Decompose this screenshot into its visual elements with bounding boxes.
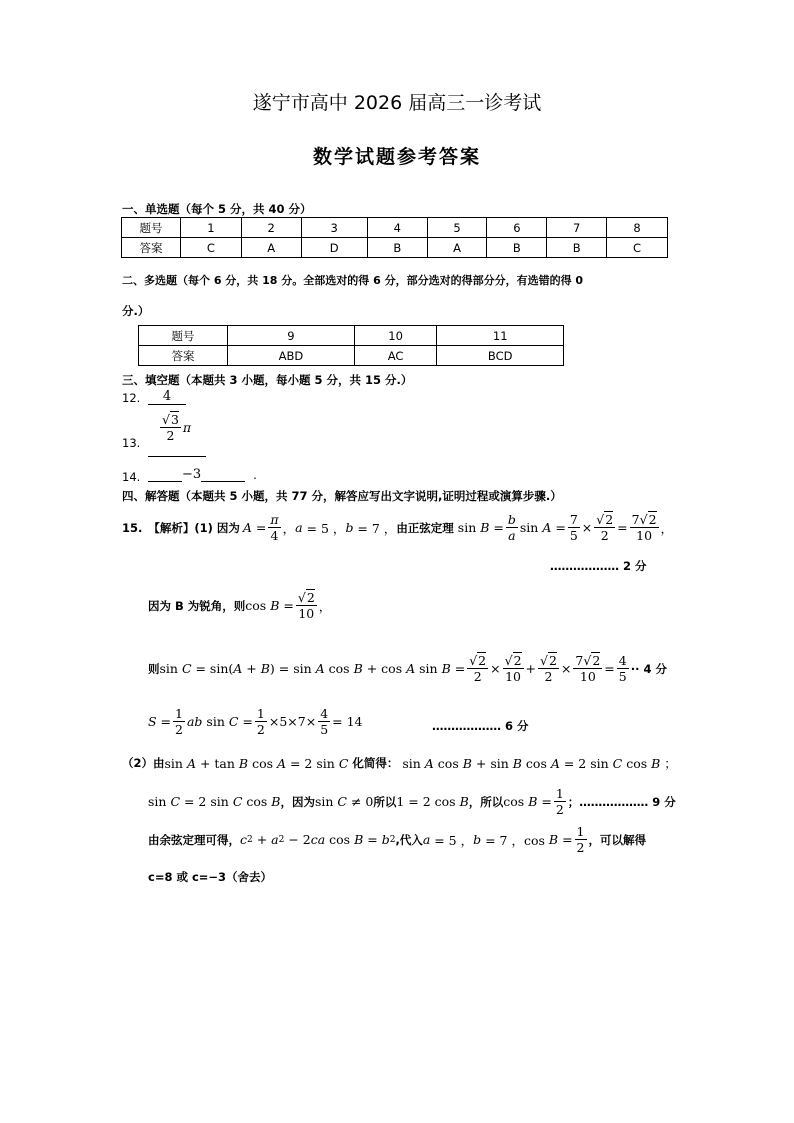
table-cell: 7 (547, 218, 607, 238)
section2-heading-cont: 分.） (122, 304, 150, 318)
table-cell: BCD (437, 346, 564, 366)
sqrt-icon: √ (162, 412, 170, 427)
table-cell: 9 (228, 326, 355, 346)
table-cell: A (427, 238, 487, 258)
q14-period: . (253, 468, 257, 482)
score-2: ……………… 2 分 (550, 559, 647, 573)
q15-law-of-sines: 由正弦定理 (396, 520, 454, 535)
table-row (122, 218, 668, 238)
part2-because-text: ，因为 (280, 794, 315, 809)
q13-label: 13. (122, 436, 141, 450)
q15-cosB-line: 因为 B 为锐角，则 cos B = $\frac{√2}{10}$ ， (148, 590, 332, 621)
q15-final-answer: c=8 或 c=−3（舍去） (148, 870, 273, 884)
q15-part2-line3: 由余弦定理可得， c 2 + a 2 − 2 ca cos B = b 2 ,代入 a = 5 ， b = 7 ，cos B = $\frac{1}{2}$ ，可以解得 (148, 824, 646, 855)
q15-acute-text: 因为 B 为锐角，则 (148, 598, 246, 613)
q14-answer (148, 466, 257, 482)
part2-so-text: 所以 (373, 794, 397, 809)
section2-heading: 二、多选题（每个 6 分，共 18 分。全部选对的得 6 分，部分选对的得部分分，有选错的得 0 (122, 274, 584, 287)
table-cell: 8 (607, 218, 668, 238)
table-header-cell: 答案 (139, 346, 228, 366)
q15-label: 15. (122, 520, 143, 535)
table-header-cell: 答案 (122, 238, 181, 258)
table-cell: 4 (367, 218, 427, 238)
part2-law-of-cosines-text: 由余弦定理可得， (148, 832, 240, 847)
score-6: ……………… 6 分 (432, 719, 529, 733)
table-row (139, 326, 564, 346)
table-cell: AC (354, 346, 437, 366)
table-cell: B (547, 238, 607, 258)
part2-therefore-text: ，所以 (468, 794, 504, 809)
exam-title: 遂宁市高中 2026 届高三一诊考试 (252, 92, 542, 114)
table-cell: C (181, 238, 242, 258)
part2-substitute-text: ,代入 (395, 832, 423, 847)
table-cell: B (487, 238, 547, 258)
q13-denominator: 2 (166, 428, 175, 443)
table-cell: 5 (427, 218, 487, 238)
q12-label: 12. (122, 391, 141, 405)
table-cell: B (367, 238, 427, 258)
q15-solution-start: 【解析】(1) 因为 (148, 520, 240, 535)
q13-pi: π (182, 420, 192, 435)
single-choice-answer-table (121, 217, 668, 258)
table-cell: D (301, 238, 367, 258)
part2-simplify-text: 化简得： (352, 756, 399, 770)
q13-fraction (160, 412, 181, 443)
table-cell: 6 (487, 218, 547, 238)
table-cell: 1 (181, 218, 242, 238)
q15-part2-line1: （2）由 sin A + tan B cos A = 2 sin C 化简得： sin A cos B + sin B cos A = 2 sin C cos B ； (122, 755, 677, 771)
table-header-cell: 题号 (122, 218, 181, 238)
section1-heading: 一、单选题（每个 5 分，共 40 分） (122, 202, 312, 216)
q13-answer (148, 410, 206, 457)
section3-heading: 三、填空题（本题共 3 小题，每小题 5 分，共 15 分.） (122, 373, 413, 387)
q15-sinC-line: 则 sin C = sin( A + B ) = sin A cos B + cos A sin B = $\frac{√2}{2}$ × $\frac{√2}{10}$ + $\frac{√2}{2}$ × $\frac{7√2}{10}$ = $\frac{4}{5}$ ·· 4 分 (148, 653, 667, 684)
part2-solve-text: ，可以解得 (588, 832, 646, 847)
table-row (122, 238, 668, 258)
section4-heading: 四、解答题（本题共 5 小题，共 77 分，解答应写出文字说明,证明过程或演算步骤.） (122, 489, 562, 503)
q13-numerator: 3 (170, 412, 179, 427)
table-cell: 10 (354, 326, 437, 346)
table-row (139, 346, 564, 366)
table-cell: C (607, 238, 668, 258)
table-cell: A (241, 238, 301, 258)
multi-choice-answer-table (138, 325, 564, 366)
table-cell: 2 (241, 218, 301, 238)
table-cell: 11 (437, 326, 564, 346)
q15-part2-line2: sin C = 2 sin C cos B ，因为 sin C ≠ 0 所以 1 = 2 cos B ，所以 cos B = $\frac{1}{2}$ ；……………… 9 分 (148, 786, 676, 817)
q15-then-text: 则 (148, 661, 160, 676)
part2-label: （2）由 (122, 756, 165, 770)
q15-area-line: S = $\frac{1}{2}$ ab sin C = $\frac{1}{2}$ ×5×7× $\frac{4}{5}$ = 14 (148, 706, 363, 737)
q12-answer: 4 (148, 389, 186, 405)
score-9: ；……………… 9 分 (567, 794, 676, 809)
page-title: 数学试题参考答案 (312, 146, 481, 168)
table-cell: ABD (228, 346, 355, 366)
q14-label: 14. (122, 470, 141, 484)
table-cell: 3 (301, 218, 367, 238)
q15-line1: 15. 【解析】(1) 因为 A = $\frac{\pi}{4}$ ， a = 5 ， b = 7 ， 由正弦定理 sin B = $\frac{b}{a}$ sin A = $\frac{7}{5}$ × $\frac{√2}{2}$ = $\frac{7√2}{10}$ ， (122, 512, 674, 543)
score-4: ·· 4 分 (630, 661, 667, 676)
q14-value: −3 (182, 467, 202, 482)
table-header-cell: 题号 (139, 326, 228, 346)
